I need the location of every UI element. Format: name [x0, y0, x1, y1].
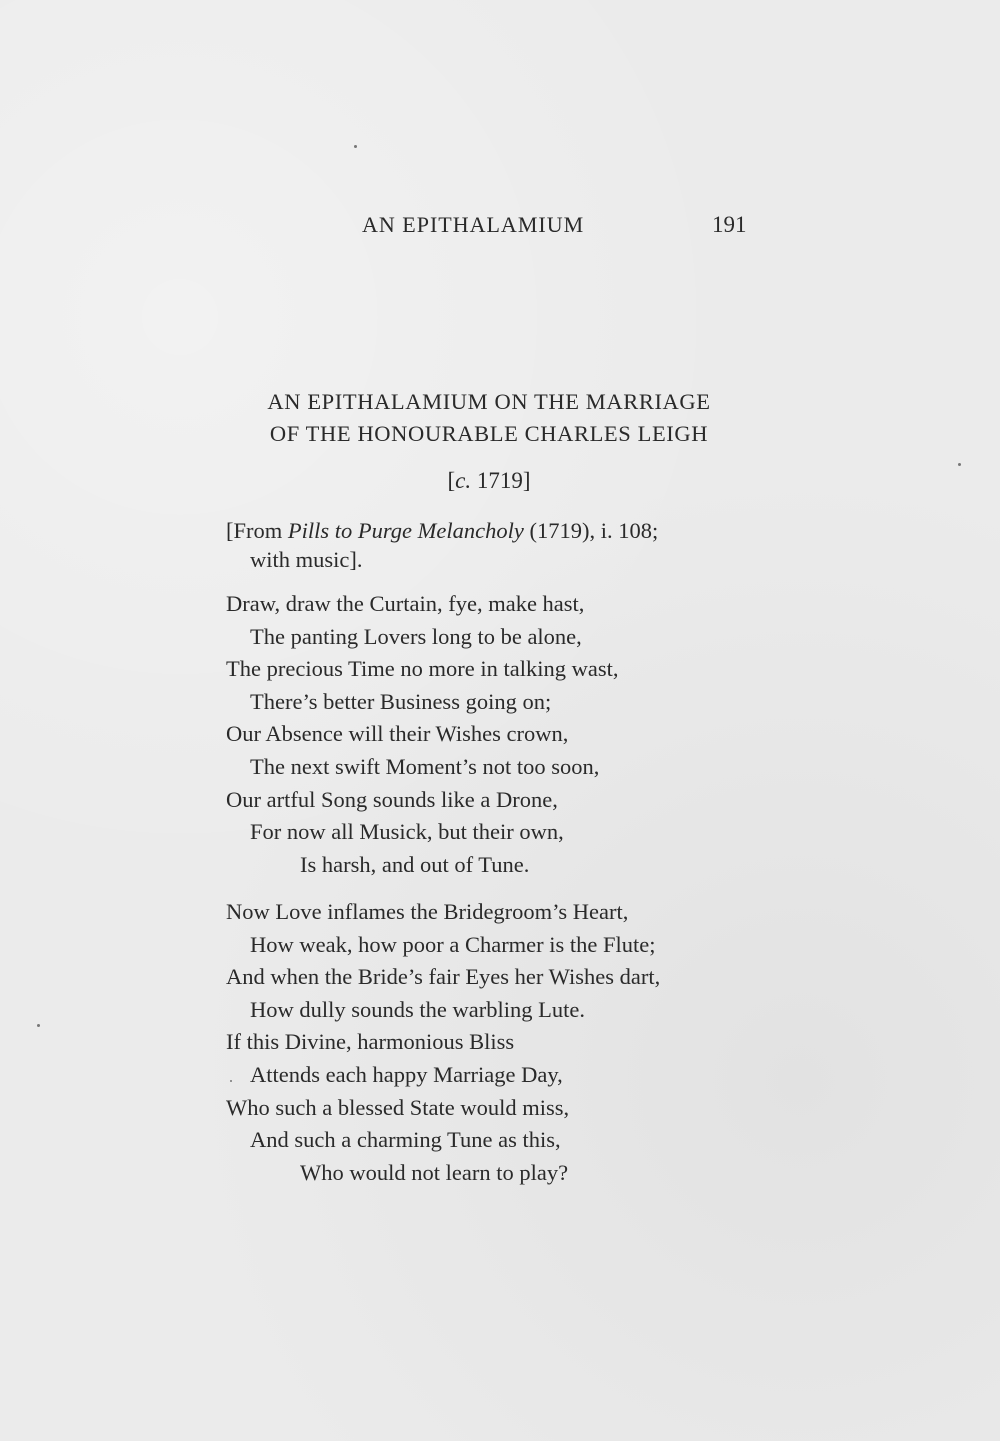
- poem-title-line-2: OF THE HONOURABLE CHARLES LEIGH: [269, 421, 709, 446]
- verse-line: Who would not learn to play?: [300, 1159, 569, 1185]
- poem-date: [226, 468, 752, 494]
- paper-speck: [230, 1080, 232, 1082]
- source-suffix: (1719), i. 108;: [523, 518, 659, 543]
- paper-speck: [354, 145, 357, 148]
- source-book-title: Pills to Purge Melancholy: [287, 518, 524, 543]
- verse-line: Draw, draw the Curtain, fye, make hast,: [226, 591, 585, 616]
- verse-line: If this Divine, harmonious Bliss: [226, 1029, 515, 1055]
- date-circa: c.: [455, 468, 472, 493]
- verse-line: The precious Time no more in talking wast,: [226, 656, 619, 682]
- running-head-title: AN EPITHALAMIUM: [362, 212, 585, 237]
- verse-line: For now all Musick, but their own,: [250, 819, 564, 845]
- stanza-2: [226, 896, 766, 1189]
- verse-line: The next swift Moment’s not too soon,: [250, 753, 600, 779]
- verse-line: How weak, how poor a Charmer is the Flute;: [250, 931, 656, 957]
- verse-line: And when the Bride’s fair Eyes her Wishes dart,: [226, 964, 661, 990]
- verse-line: The panting Lovers long to be alone,: [250, 623, 582, 649]
- verse-line: Who such a blessed State would miss,: [226, 1094, 570, 1120]
- stanza-1: [226, 588, 766, 881]
- date-year: 1719]: [471, 468, 531, 493]
- date-open-bracket: [: [447, 468, 456, 493]
- source-prefix: [From: [226, 518, 288, 543]
- verse-line: Our Absence will their Wishes crown,: [226, 721, 569, 747]
- verse-line: Our artful Song sounds like a Drone,: [226, 786, 558, 812]
- verse-line: Is harsh, and out of Tune.: [300, 851, 530, 877]
- paper-speck: [37, 1024, 40, 1027]
- poem-title: [226, 386, 752, 450]
- source-note-line-2: with music].: [250, 547, 363, 572]
- page-number: 191: [712, 212, 747, 237]
- verse-line: There’s better Business going on;: [250, 688, 552, 714]
- verse-line: And such a charming Tune as this,: [250, 1127, 561, 1153]
- verse-line: Attends each happy Marriage Day,: [250, 1061, 563, 1087]
- poem-title-line-1: AN EPITHALAMIUM ON THE MARRIAGE: [267, 389, 711, 414]
- source-note-line-1: [226, 516, 756, 545]
- source-note: [226, 516, 756, 574]
- verse-line: Now Love inflames the Bridegroom’s Heart,: [226, 899, 629, 924]
- paper-speck: [958, 463, 961, 466]
- verse-line: How dully sounds the warbling Lute.: [250, 996, 585, 1022]
